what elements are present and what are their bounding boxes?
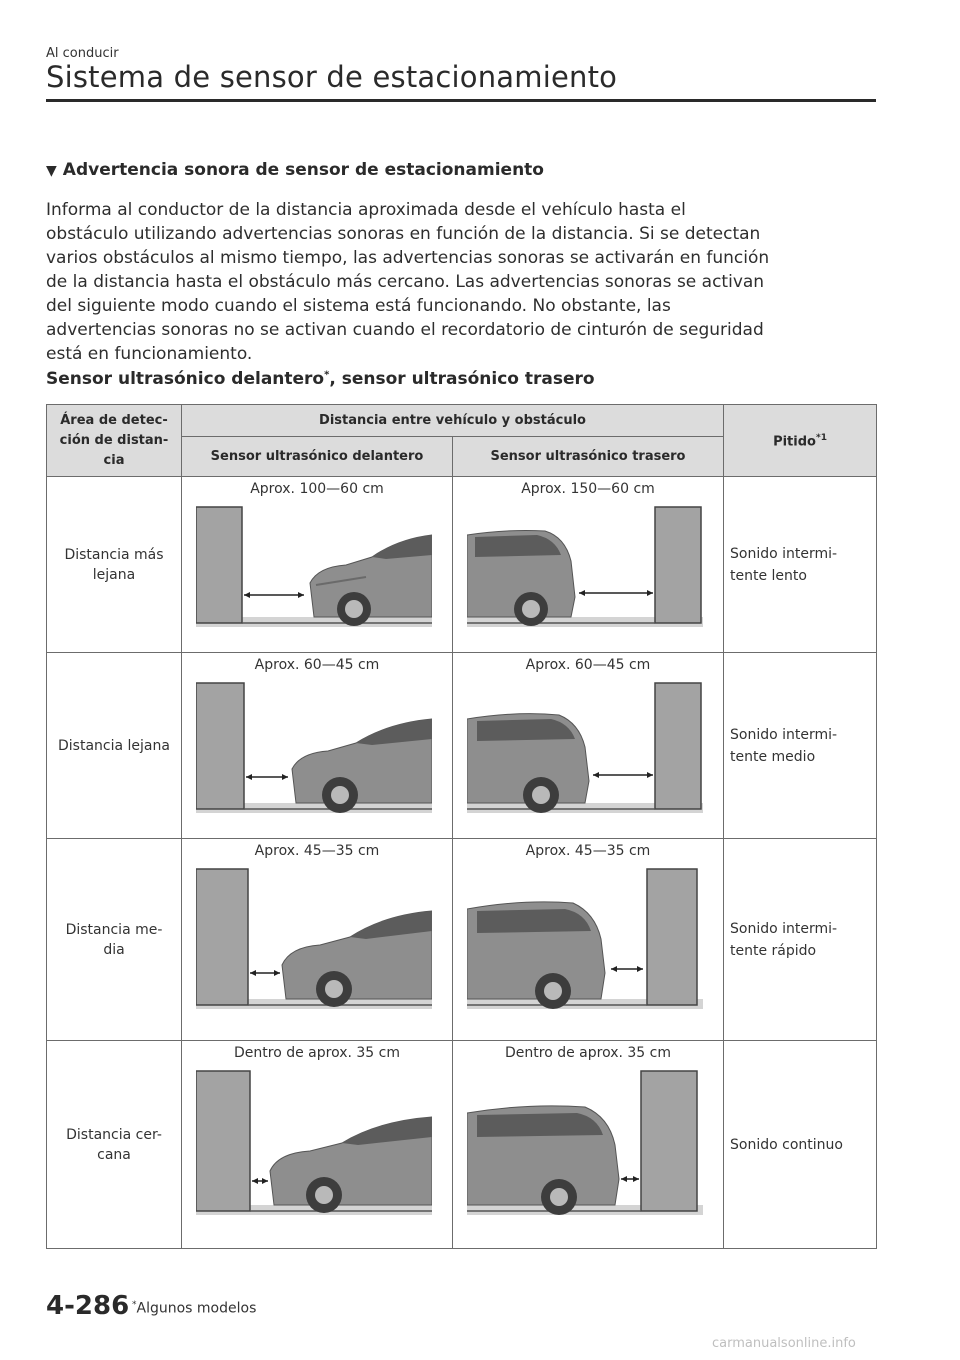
watermark: carmanualsonline.info (712, 1336, 856, 1351)
beep-cell: Sonido continuo (724, 1041, 877, 1249)
footnote-mark: *1 (815, 433, 827, 444)
front-illustration-cell (182, 653, 453, 839)
intro-paragraph (46, 198, 886, 366)
front-car-illustration (196, 505, 432, 641)
paragraph-line: está en funcionamiento. (46, 344, 253, 364)
rear-illustration-cell (453, 1041, 724, 1249)
footnote-mark: * (324, 369, 330, 381)
front-illustration-cell (182, 1041, 453, 1249)
table-row (47, 653, 877, 839)
header-rear-sensor: Sensor ultrasónico trasero (453, 437, 724, 477)
footnote (132, 1300, 256, 1317)
header-divider (46, 99, 876, 102)
paragraph-line: de la distancia hasta el obstáculo más cercano. Las advertencias sonoras se activan (46, 272, 765, 292)
rear-illustration-cell (453, 839, 724, 1041)
distance-label: Aprox. 100—60 cm (250, 481, 384, 497)
rear-car-illustration (467, 867, 703, 1023)
sensor-heading (46, 369, 595, 389)
area-cell: Distancia cer- cana (47, 1041, 182, 1249)
page-number: 4-286 (46, 1291, 130, 1321)
triangle-down-icon: ▼ (46, 163, 57, 179)
distance-label: Aprox. 60—45 cm (254, 657, 380, 673)
header-distance: Distancia entre vehículo y obstáculo (182, 405, 724, 437)
rear-car-illustration (467, 1069, 703, 1229)
table-row (47, 839, 877, 1041)
paragraph-line: obstáculo utilizando advertencias sonoras en función de la distancia. Si se detectan (46, 224, 761, 244)
subsection-heading (46, 160, 544, 180)
paragraph-line: Informa al conductor de la distancia aproximada desde el vehículo hasta el (46, 200, 686, 220)
sensor-heading-rear: , sensor ultrasónico trasero (329, 369, 595, 389)
header-beep-label: Pitido (773, 434, 816, 450)
paragraph-line: del siguiente modo cuando el sistema está funcionando. No obstante, las (46, 296, 671, 316)
footnote-mark: * (132, 1300, 137, 1310)
area-cell: Distancia me- dia (47, 839, 182, 1041)
sensor-heading-front: Sensor ultrasónico delantero (46, 369, 325, 389)
front-illustration-cell (182, 839, 453, 1041)
page-title: Sistema de sensor de estacionamiento (46, 60, 618, 94)
rear-illustration-cell (453, 477, 724, 653)
subsection-title: Advertencia sonora de sensor de estacionamiento (62, 160, 544, 180)
table-row (47, 477, 877, 653)
distance-label: Aprox. 45—35 cm (254, 843, 380, 859)
header-front-sensor: Sensor ultrasónico delantero (182, 437, 453, 477)
sensor-distance-table (46, 404, 877, 1249)
rear-illustration-cell (453, 653, 724, 839)
front-car-illustration (196, 1069, 432, 1229)
rear-car-illustration (467, 681, 703, 827)
beep-cell: Sonido intermi- tente rápido (724, 839, 877, 1041)
beep-cell: Sonido intermi- tente medio (724, 653, 877, 839)
front-car-illustration (196, 681, 432, 827)
paragraph-line: advertencias sonoras no se activan cuando el recordatorio de cinturón de seguridad (46, 320, 764, 340)
area-cell: Distancia lejana (47, 653, 182, 839)
header-beep (724, 405, 877, 477)
distance-label: Dentro de aprox. 35 cm (505, 1045, 672, 1061)
distance-label: Dentro de aprox. 35 cm (233, 1045, 400, 1061)
front-illustration-cell (182, 477, 453, 653)
beep-cell: Sonido intermi- tente lento (724, 477, 877, 653)
table-row (47, 1041, 877, 1249)
distance-label: Aprox. 150—60 cm (521, 481, 655, 497)
area-cell: Distancia más lejana (47, 477, 182, 653)
front-car-illustration (196, 867, 432, 1023)
distance-label: Aprox. 45—35 cm (525, 843, 651, 859)
footnote-text: Algunos modelos (136, 1300, 257, 1317)
header-detection-area: Área de detec- ción de distan- cia (47, 405, 182, 477)
rear-car-illustration (467, 505, 703, 641)
paragraph-line: varios obstáculos al mismo tiempo, las advertencias sonoras se activarán en función (46, 248, 770, 268)
distance-label: Aprox. 60—45 cm (525, 657, 651, 673)
section-label: Al conducir (46, 46, 119, 61)
